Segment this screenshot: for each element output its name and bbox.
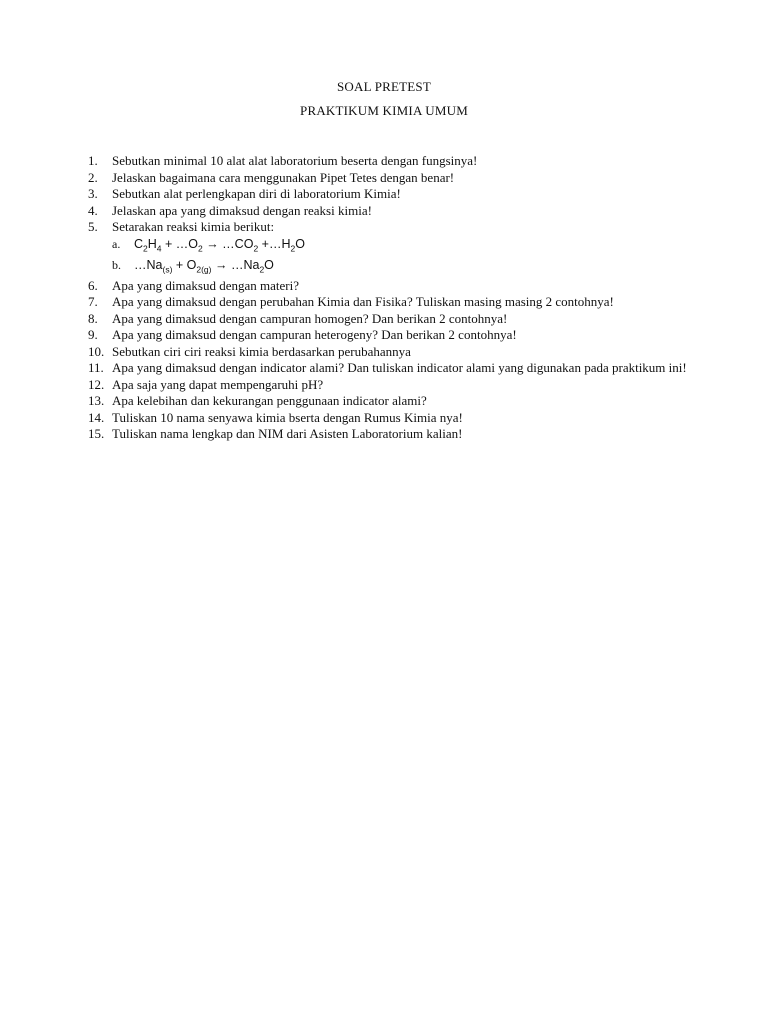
- item-number: 11.: [88, 360, 104, 375]
- item-text: Jelaskan bagaimana cara menggunakan Pipet Tetes dengan benar!: [112, 169, 455, 185]
- item-number: 13.: [88, 393, 105, 408]
- list-item: [88, 344, 708, 361]
- item-text: Apa yang dimaksud dengan perubahan Kimia dan Fisika? Tuliskan masing masing 2 contohnya!: [112, 294, 614, 309]
- list-item: [88, 410, 708, 427]
- item-text: Tuliskan 10 nama senyawa kimia bserta dengan Rumus Kimia nya!: [112, 409, 463, 425]
- list-item: [88, 377, 708, 394]
- item-number: 8.: [88, 310, 98, 326]
- item-number: 5.: [88, 219, 98, 234]
- item-number: 6.: [88, 277, 98, 293]
- list-item: [88, 170, 708, 187]
- item-text: Sebutkan alat perlengkapan diri di laboratorium Kimia!: [112, 186, 401, 201]
- item-number: 2.: [88, 169, 98, 185]
- item-text: Apa yang dimaksud dengan campuran homogen? Dan berikan 2 contohnya!: [112, 310, 508, 326]
- list-item: [88, 294, 708, 311]
- item-number: 10.: [88, 343, 105, 359]
- question-list: [88, 153, 708, 443]
- list-item: [88, 360, 708, 377]
- reaction-label: a.: [112, 236, 121, 251]
- item-number: 15.: [88, 426, 105, 441]
- list-item: [88, 393, 708, 410]
- item-number: 7.: [88, 294, 98, 309]
- item-text: Apa yang dimaksud dengan campuran heterogeny? Dan berikan 2 contohnya!: [112, 327, 517, 342]
- reaction-equation: $C_2H_4$ + $\dots O_2$ → $\dots CO_2$ $+\dots H_2O$: [134, 236, 305, 253]
- list-item: [88, 311, 708, 328]
- reaction-label: b.: [112, 257, 121, 272]
- reaction-equation: $\dots Na_{(s)} + O_{2(g)}$ → $\dots Na_2O$: [134, 257, 274, 274]
- item-number: 9.: [88, 327, 98, 342]
- item-number: 4.: [88, 202, 98, 218]
- item-text: Setarakan reaksi kimia berikut:: [112, 219, 275, 234]
- item-text: Sebutkan ciri ciri reaksi kimia berdasarkan perubahannya: [112, 343, 411, 359]
- item-text: Tuliskan nama lengkap dan NIM dari Asisten Laboratorium kalian!: [112, 426, 463, 441]
- list-item: [88, 327, 708, 344]
- item-number: 14.: [88, 409, 105, 425]
- list-item: [88, 426, 708, 443]
- reaction-b: [88, 257, 708, 278]
- item-text: Jelaskan apa yang dimaksud dengan reaksi kimia!: [112, 202, 372, 218]
- document-subtitle: PRAKTIKUM KIMIA UMUM: [300, 103, 468, 118]
- list-item: [88, 186, 708, 203]
- item-number: 12.: [88, 376, 105, 392]
- list-item: [88, 278, 708, 295]
- item-number: 3.: [88, 186, 98, 201]
- item-text: Apa yang dimaksud dengan indicator alami? Dan tuliskan indicator alami yang digunakan pada praktikum ini!: [112, 360, 687, 375]
- reaction-a: [88, 236, 708, 257]
- item-text: Sebutkan minimal 10 alat alat laboratorium beserta dengan fungsinya!: [112, 153, 478, 168]
- item-text: Apa kelebihan dan kekurangan penggunaan indicator alami?: [112, 393, 427, 408]
- item-number: 1.: [88, 153, 98, 168]
- list-item: [88, 203, 708, 220]
- item-text: Apa saja yang dapat mempengaruhi pH?: [112, 376, 324, 392]
- item-text: Apa yang dimaksud dengan materi?: [112, 277, 299, 293]
- list-item: [88, 219, 708, 236]
- list-item: [88, 153, 708, 170]
- document-title: SOAL PRETEST: [336, 79, 431, 94]
